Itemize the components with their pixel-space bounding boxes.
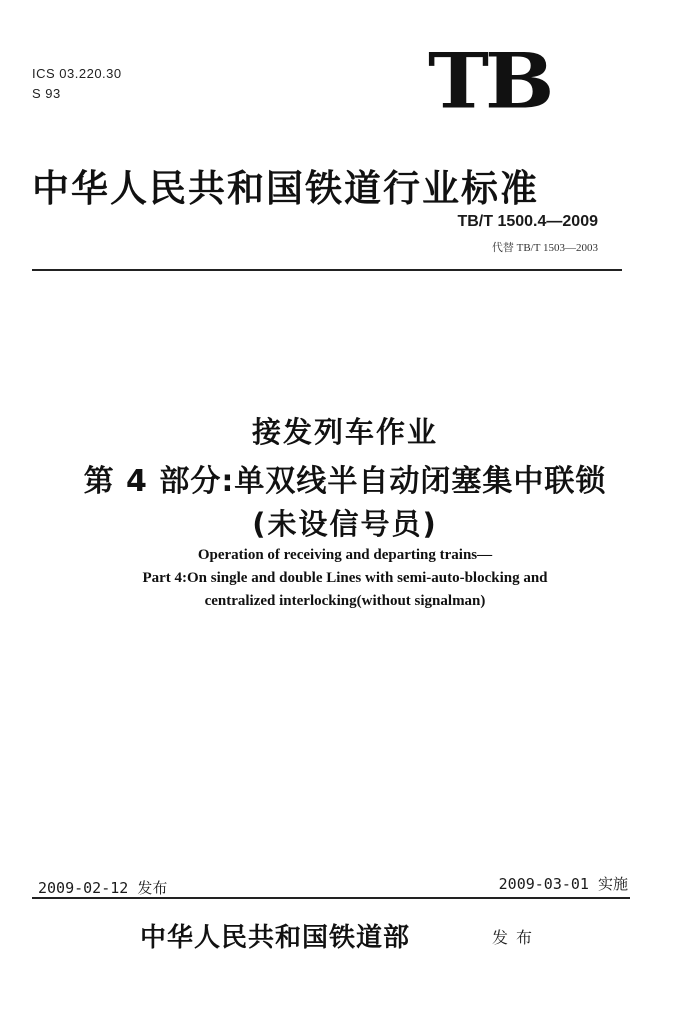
issuing-authority: 中华人民共和国铁道部 <box>140 923 411 953</box>
title-en-line-3: centralized interlocking(without signalman) <box>204 593 486 609</box>
publish-date: 2009-02-12 发布 <box>38 879 168 897</box>
title-cn-line-2: 第 4 部分:单双线半自动闭塞集中联锁 <box>83 464 607 499</box>
title-en-line-1: Operation of receiving and departing trains— <box>197 547 493 563</box>
industry-standard-heading: 中华人民共和国铁道行业标准 <box>32 166 539 210</box>
title-cn-line-3: (未设信号员) <box>252 507 438 541</box>
footer-divider <box>32 897 630 899</box>
title-en-line-2: Part 4:On single and double Lines with semi-auto-blocking and <box>142 570 548 586</box>
standard-number: TB/T 1500.4—2009 <box>457 213 598 230</box>
tb-logo: TB <box>428 37 551 126</box>
ics-code: ICS 03.220.30 <box>32 66 122 81</box>
title-cn-line-1: 接发列车作业 <box>251 415 438 449</box>
effective-date: 2009-03-01 实施 <box>498 875 628 893</box>
replaces-standard: 代替 TB/T 1503—2003 <box>491 242 598 254</box>
header-divider <box>32 269 622 271</box>
ccs-code: S 93 <box>32 86 61 101</box>
issue-label: 发布 <box>492 928 541 947</box>
